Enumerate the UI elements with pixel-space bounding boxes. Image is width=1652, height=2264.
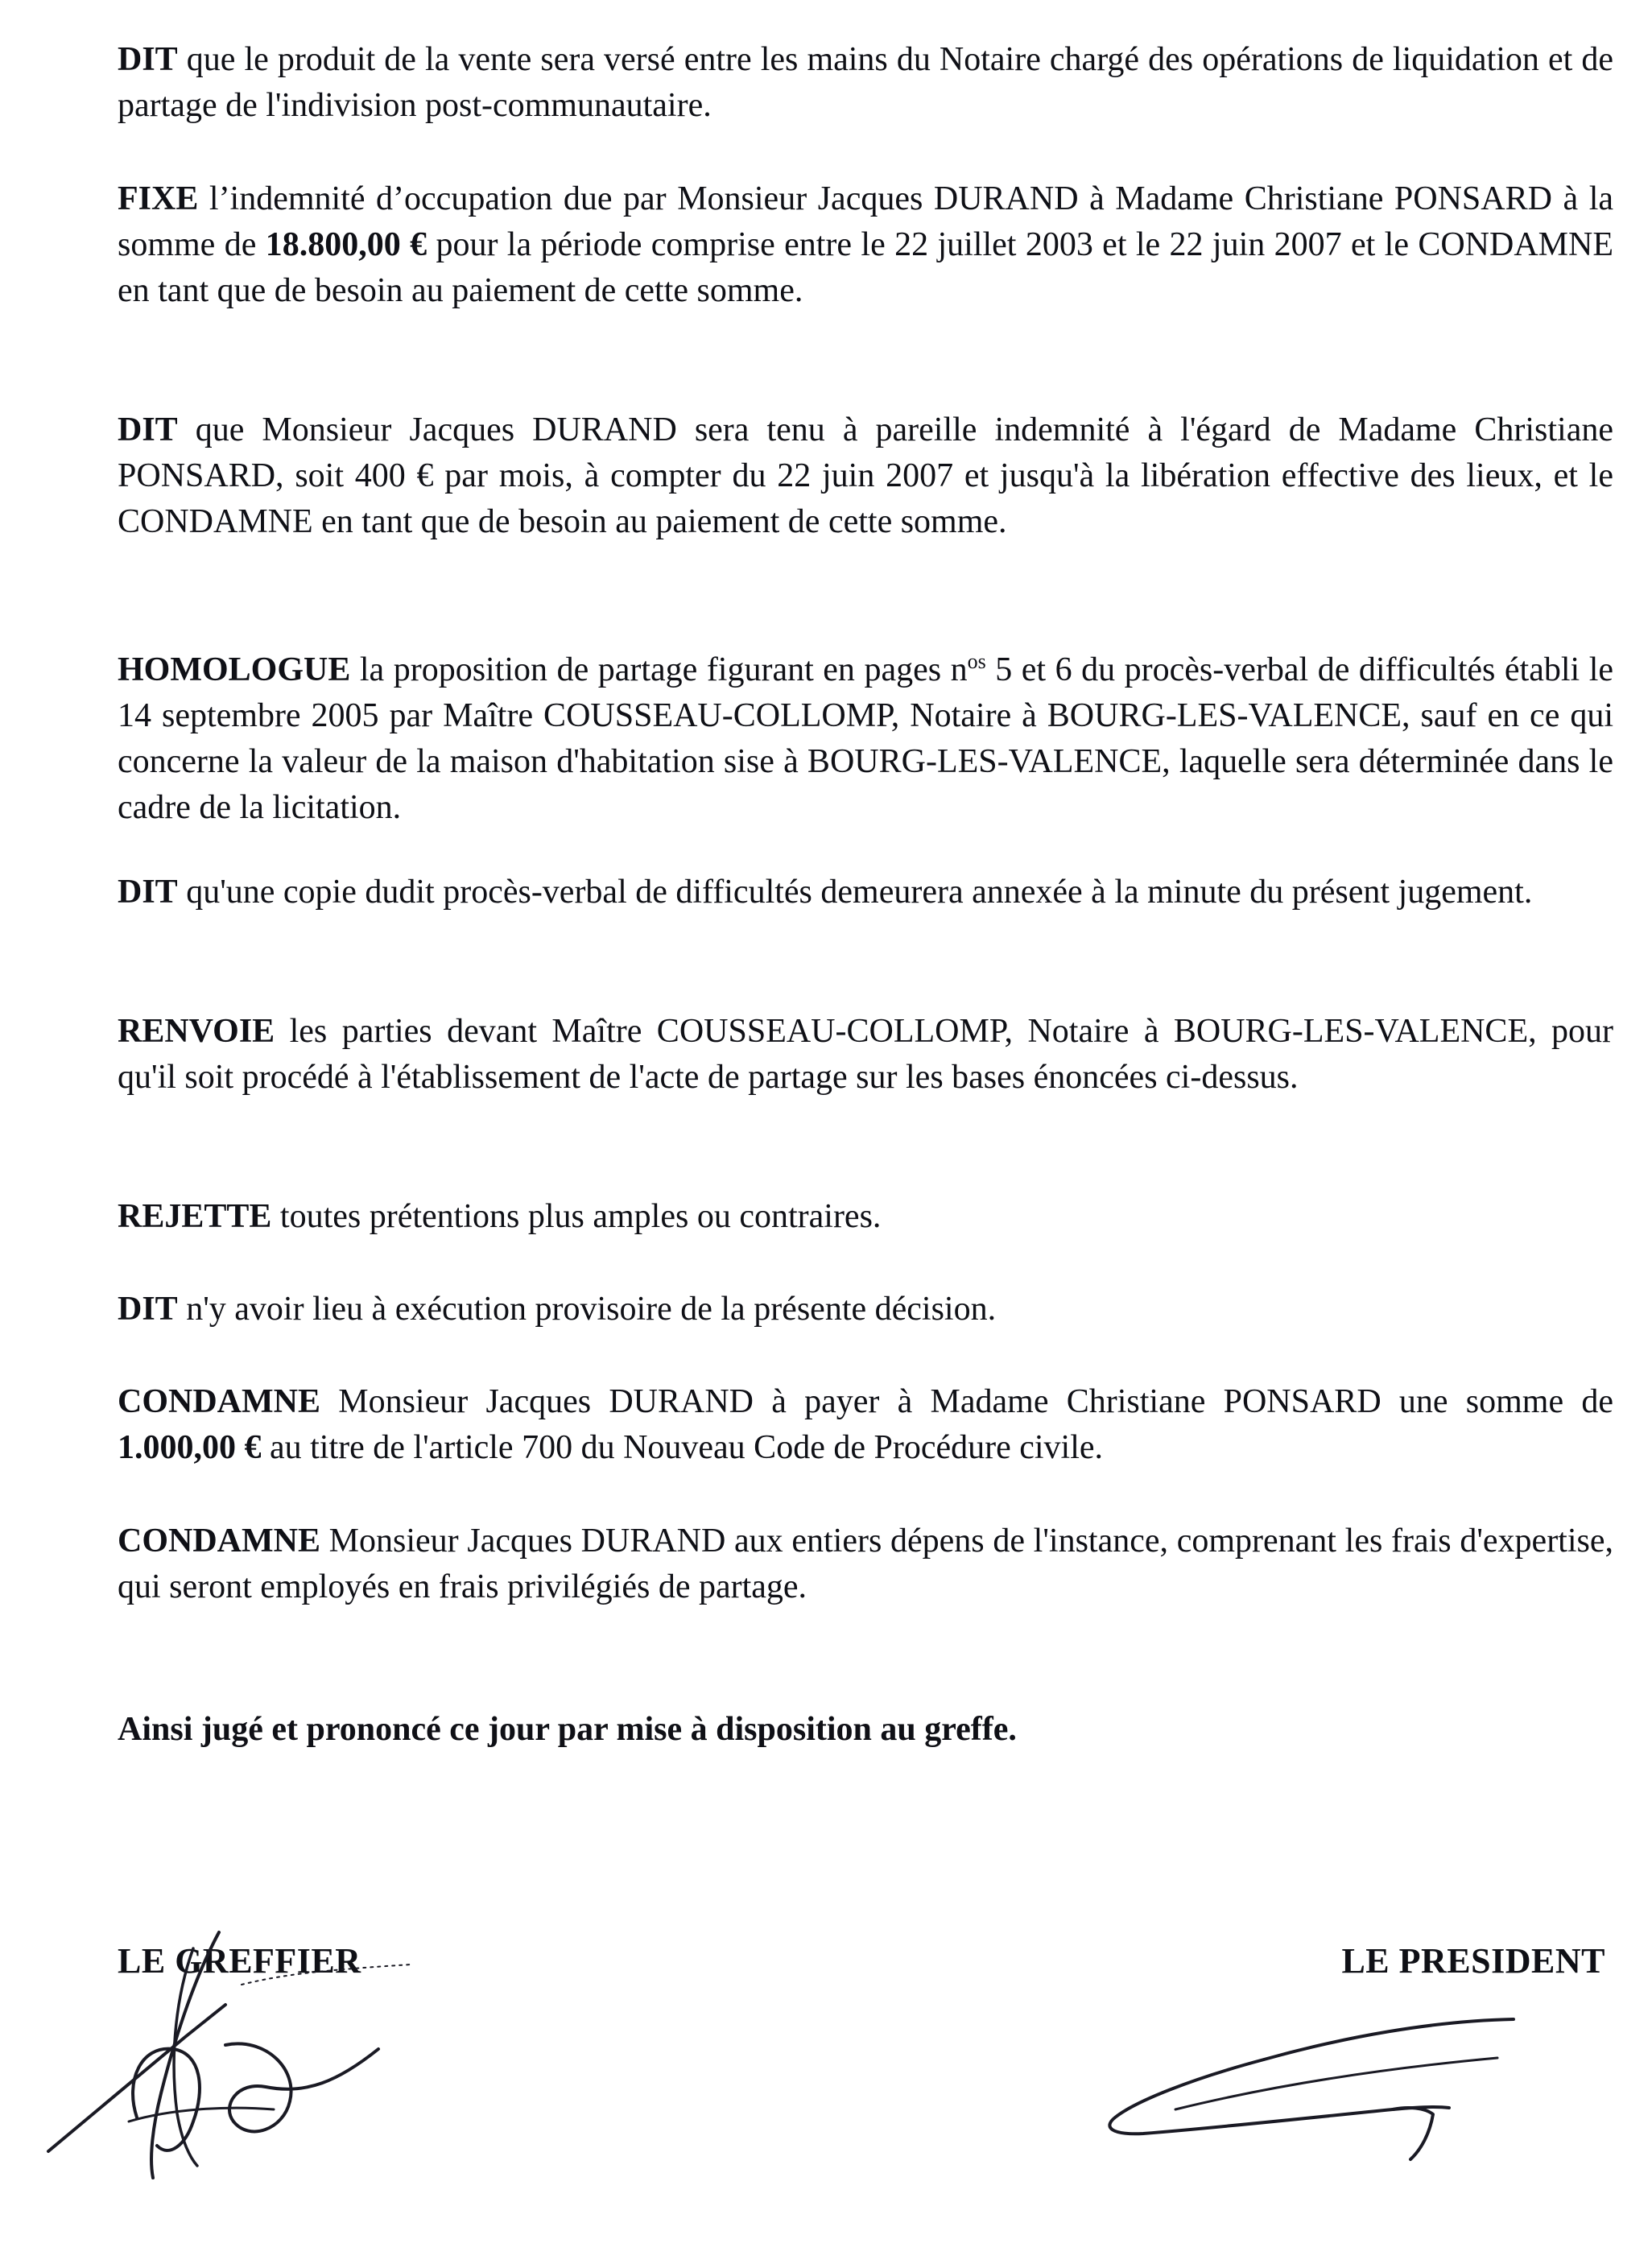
ruling-paragraph-8 [118, 1287, 1613, 1332]
ruling-keyword: DIT [118, 41, 178, 78]
ruling-text: qu'une copie dudit procès-verbal de difficultés demeurera annexée à la minute du présent jugement. [177, 874, 1533, 911]
ruling-text: la proposition de partage figurant en pages n [350, 651, 968, 688]
ruling-keyword: DIT [118, 874, 178, 911]
ruling-keyword: HOMOLOGUE [118, 651, 351, 688]
ruling-text: pour la période comprise entre le 22 juillet 2003 et le 22 juin 2007 et le CONDAMNE en tant que de besoin au paiement de cette somme. [118, 226, 1614, 309]
ruling-paragraph-5 [118, 870, 1613, 915]
ruling-text: n'y avoir lieu à exécution provisoire de la présente décision. [177, 1291, 997, 1328]
ruling-paragraph-2 [118, 176, 1613, 314]
greffier-label: LE GREFFIER [118, 1941, 361, 1981]
superscript: os [967, 650, 986, 673]
amount-value: 18.800,00 € [265, 226, 427, 263]
ruling-text: Monsieur Jacques DURAND aux entiers dépens de l'instance, comprenant les frais d'expertise, qui seront employés en frais privilégiés de partage. [118, 1522, 1613, 1605]
greffier-signature [32, 1916, 451, 2190]
ruling-text: les parties devant Maître COUSSEAU-COLLOMP, Notaire à BOURG-LES-VALENCE, pour qu'il soit procédé à l'établissement de l'acte de partage sur les bases énoncées ci-dessus. [118, 1013, 1613, 1096]
ruling-paragraph-1 [118, 37, 1613, 129]
ruling-keyword: CONDAMNE [118, 1383, 320, 1420]
ruling-paragraph-6 [118, 1009, 1613, 1101]
ruling-text: que le produit de la vente sera versé entre les mains du Notaire chargé des opérations de liquidation et de partage de l'indivision post-communautaire. [118, 41, 1613, 124]
president-label: LE PRESIDENT [1341, 1941, 1605, 1981]
ruling-keyword: FIXE [118, 180, 199, 217]
amount-value: 1.000,00 € [118, 1429, 262, 1466]
ruling-paragraph-10 [118, 1518, 1613, 1610]
ruling-keyword: CONDAMNE [118, 1522, 320, 1560]
closing-statement: Ainsi jugé et prononcé ce jour par mise à disposition au greffe. [118, 1711, 1017, 1748]
ruling-text: 5 et 6 du procès-verbal de difficultés établi le 14 septembre 2005 par Maître COUSSEAU-COLLOMP, Notaire à BOURG-LES-VALENCE, sauf en ce qui concerne la valeur de la maison d'habitation sise à BOURG-LES-VALENCE, laquelle sera déterminée dans le cadre de la licitation. [118, 651, 1614, 826]
ruling-paragraph-7 [118, 1194, 1613, 1240]
ruling-text: Monsieur Jacques DURAND à payer à Madame Christiane PONSARD une somme de [320, 1383, 1613, 1420]
ruling-text: au titre de l'article 700 du Nouveau Code de Procédure civile. [261, 1429, 1104, 1466]
ruling-paragraph-9 [118, 1379, 1613, 1471]
ruling-keyword: REJETTE [118, 1198, 272, 1235]
ruling-text: l’indemnité d’occupation due par Monsieur Jacques DURAND à Madame Christiane PONSARD à la somme de [118, 180, 1613, 263]
ruling-keyword: DIT [118, 1291, 178, 1328]
ruling-keyword: DIT [118, 411, 178, 448]
ruling-paragraph-4 [118, 638, 1613, 831]
ruling-text: toutes prétentions plus amples ou contraires. [271, 1198, 882, 1235]
president-signature [1079, 1989, 1530, 2166]
ruling-paragraph-3 [118, 407, 1613, 545]
ruling-keyword: RENVOIE [118, 1013, 275, 1050]
ruling-text: que Monsieur Jacques DURAND sera tenu à pareille indemnité à l'égard de Madame Christiane PONSARD, soit 400 € par mois, à compter du 22 juin 2007 et jusqu'à la libération effective des lieux, et le CONDAMNE en tant que de besoin au paiement de cette somme. [118, 411, 1613, 540]
